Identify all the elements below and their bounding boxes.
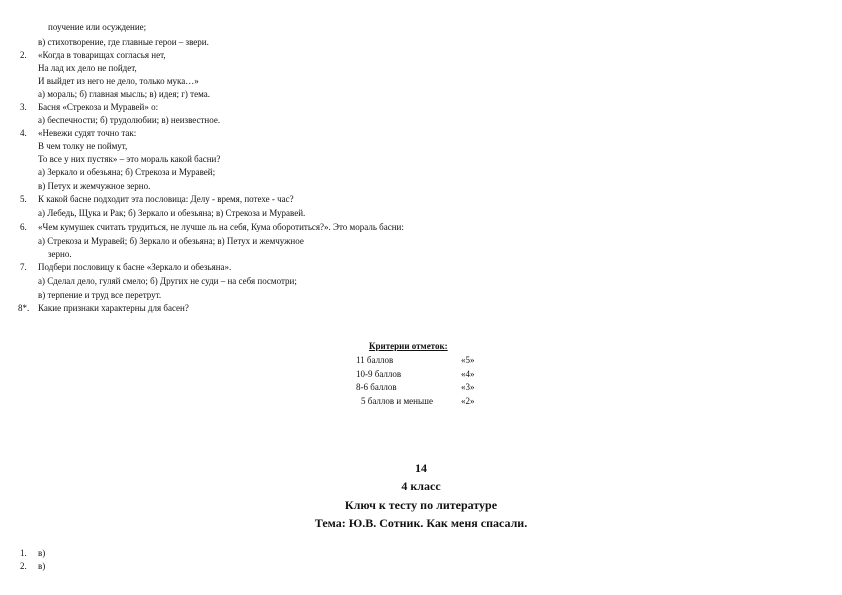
q2-line-1: «Когда в товарищах согласья нет, <box>38 50 166 60</box>
criteria-grade: «4» <box>461 369 475 379</box>
q3-number: 3. <box>20 102 27 112</box>
criteria-grade: «2» <box>461 396 475 406</box>
q2-options: а) мораль; б) главная мысль; в) идея; г) тема. <box>38 89 210 99</box>
q2-number: 2. <box>20 50 27 60</box>
q4-options-1: а) Зеркало и обезьяна; б) Стрекоза и Муравей; <box>38 167 216 177</box>
q6-number: 6. <box>20 222 27 232</box>
q7-line-1: Подбери пословицу к басне «Зеркало и обезьяна». <box>38 262 232 272</box>
answer-1-number: 1. <box>20 548 27 558</box>
criteria-title: Критерии отметок: <box>369 341 448 351</box>
q5-line-1: К какой басне подходит эта пословица: Делу - время, потехе - час? <box>38 194 294 204</box>
q6-options-2: зерно. <box>48 249 72 259</box>
criteria-points: 8-6 баллов <box>356 382 397 392</box>
grade-heading: 4 класс <box>401 479 441 493</box>
q1-option-v: в) стихотворение, где главные герои – звери. <box>38 37 209 47</box>
page-number: 14 <box>415 461 427 475</box>
q5-options: а) Лебедь, Щука и Рак; б) Зеркало и обезьяна; в) Стрекоза и Муравей. <box>38 208 306 218</box>
q6-line-1: «Чем кумушек считать трудиться, не лучше ль на себя, Кума оборотиться?». Это мораль басни: <box>38 222 404 232</box>
q6-options-1: а) Стрекоза и Муравей; б) Зеркало и обезьяна; в) Петух и жемчужное <box>38 236 304 246</box>
answer-2-number: 2. <box>20 561 27 571</box>
answer-2-value: в) <box>38 561 46 571</box>
q8-number: 8*. <box>18 303 30 313</box>
q7-options-2: в) терпение и труд все перетрут. <box>38 290 162 300</box>
key-title: Ключ к тесту по литературе <box>344 498 498 512</box>
criteria-points: 11 баллов <box>356 355 394 365</box>
q8-line-1: Какие признаки характерны для басен? <box>38 303 189 313</box>
q1-line-1: поучение или осуждение; <box>48 22 147 32</box>
q3-options: а) беспечности; б) трудолюбии; в) неизвестное. <box>38 115 221 125</box>
q2-line-2: На лад их дело не пойдет, <box>38 63 137 73</box>
answer-1-value: в) <box>38 548 46 558</box>
criteria-points: 5 баллов и меньше <box>361 396 433 406</box>
q4-line-3: То все у них пустяк» – это мораль какой басни? <box>38 154 221 164</box>
q4-options-2: в) Петух и жемчужное зерно. <box>38 181 151 191</box>
criteria-grade: «5» <box>461 355 475 365</box>
criteria-points: 10-9 баллов <box>356 369 402 379</box>
q4-number: 4. <box>20 128 27 138</box>
key-topic: Тема: Ю.В. Сотник. Как меня спасали. <box>314 516 528 530</box>
q2-line-3: И выйдет из него не дело, только мука…» <box>38 76 199 86</box>
q5-number: 5. <box>20 194 27 204</box>
q4-line-2: В чем толку не поймут, <box>38 141 128 151</box>
criteria-grade: «3» <box>461 382 475 392</box>
q3-line-1: Басня «Стрекоза и Муравей» о: <box>38 102 159 112</box>
q7-options-1: а) Сделал дело, гуляй смело; б) Других не суди – на себя посмотри; <box>38 276 297 286</box>
q7-number: 7. <box>20 262 27 272</box>
q4-line-1: «Невежи судят точно так: <box>38 128 137 138</box>
